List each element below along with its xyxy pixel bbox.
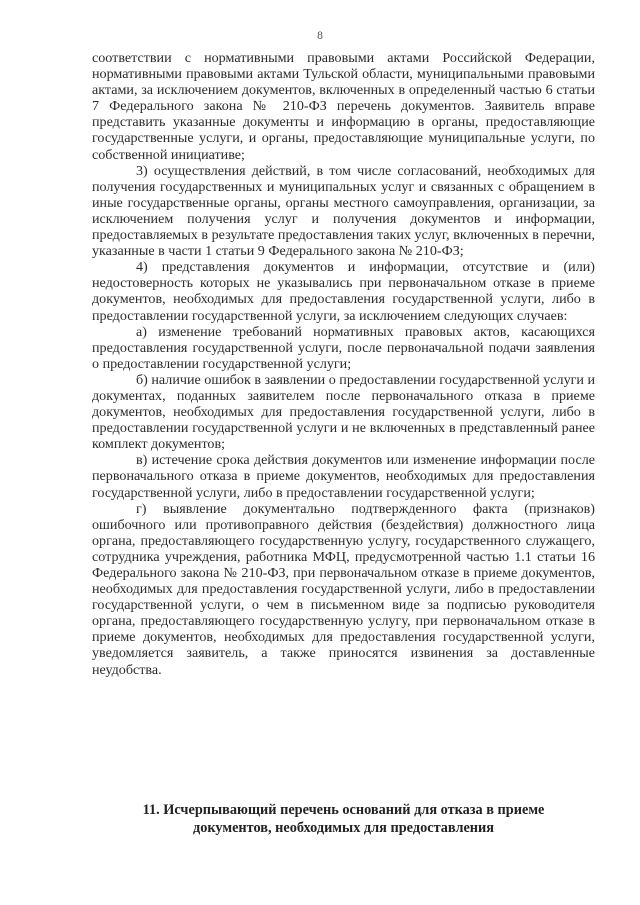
paragraph-subitem-g: г) выявление документально подтвержденного факта (признаков) ошибочного или противоправного действия (бездействия) должностного лица органа, предоставляющего государственную услугу, государственного служащего, сотрудника учреждения, работника МФЦ, предусмотренной частью 1.1 статьи 16 Федерального закона № 210-ФЗ, при первоначальном отказе в приеме документов, необходимых для предоставления государственной услуги, либо в предоставлении государственной услуги, о чем в письменном виде за подписью руководителя органа, предоставляющего государственную услугу, при первоначальном отказе в приеме документов, необходимых для предоставления государственной услуги, уведомляется заявитель, а также приносятся извинения за доставленные неудобства.	[92, 500, 595, 678]
paragraph-item-3: 3) осуществления действий, в том числе согласований, необходимых для получения государственных и муниципальных услуг и связанных с обращением в иные государственные органы, органы местного самоуправления, организации, за исключением получения услуг и получения документов и информации, предоставляемых в результате предоставления таких услуг, включенных в перечни, указанные в части 1 статьи 9 Федерального закона № 210-ФЗ;	[92, 162, 595, 260]
paragraph-subitem-b: б) наличие ошибок в заявлении о предоставлении государственной услуги и документах, поданных заявителем после первоначального отказа в приеме документов, необходимых для предоставления государственной услуги, либо в предоставлении государственной услуги и не включенных в представленный ранее комплект документов;	[92, 371, 596, 453]
page-number: 8	[317, 30, 323, 42]
paragraph-continuation: соответствии с нормативными правовыми актами Российской Федерации, нормативными правовыми актами Тульской области, муниципальными правовыми актами, за исключением документов, включенных в определенный частью 6 статьи 7 Федерального закона № 210-ФЗ перечень документов. Заявитель вправе представить указанные документы и информацию в органы, предоставляющие государственные услуги, и органы, предоставляющие муниципальные услуги, по собственной инициативе;	[92, 50, 595, 163]
section-heading-line-2: документов, необходимых для предоставления	[192, 820, 495, 836]
body-text	[92, 50, 595, 678]
paragraph-item-4: 4) представления документов и информации, отсутствие и (или) недостоверность которых не указывались при первоначальном отказе в приеме документов, необходимых для предоставления государственной услуги, либо в предоставлении государственной услуги, за исключением следующих случаев:	[92, 259, 595, 324]
section-heading-line-1: 11. Исчерпывающий перечень оснований для отказа в приеме	[142, 802, 545, 818]
paragraph-subitem-v: в) истечение срока действия документов или изменение информации после первоначального отказа в приеме документов, необходимых для предоставления государственной услуги, либо в предоставлении государственной услуги;	[92, 452, 595, 501]
section-heading	[92, 801, 595, 837]
paragraph-subitem-a: а) изменение требований нормативных правовых актов, касающихся предоставления государственной услуги, после первоначальной подачи заявления о предоставлении государственной услуги;	[92, 323, 595, 372]
